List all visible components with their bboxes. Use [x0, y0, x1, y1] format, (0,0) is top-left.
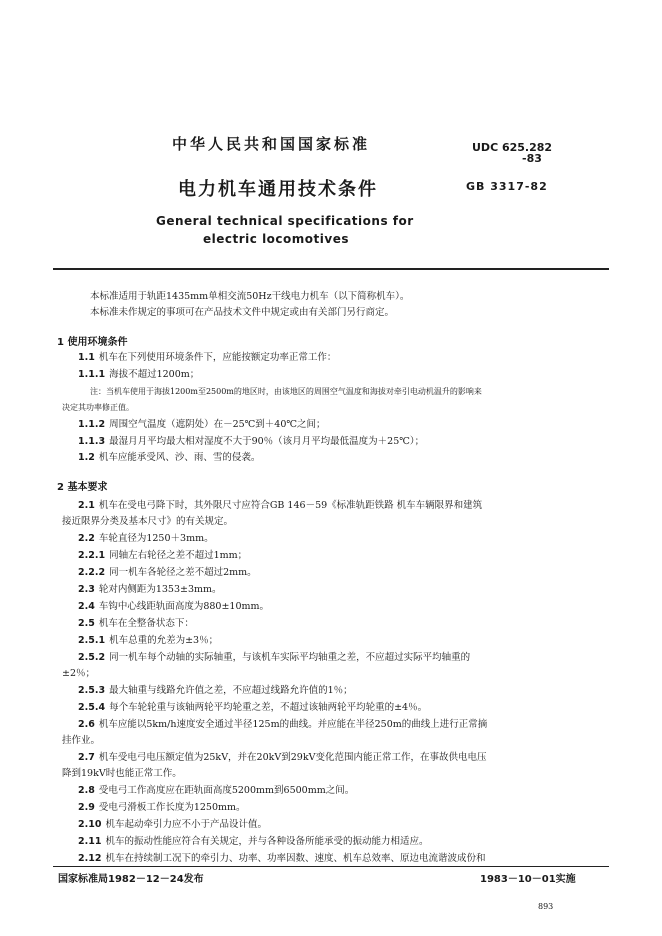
clause-2-3: 2.3 轮对内侧距为1353±3mm。	[78, 584, 222, 595]
clause-1-2: 1.2 机车应能承受风、沙、雨、雪的侵袭。	[78, 452, 261, 463]
page-number: 893	[538, 902, 554, 911]
clause-2-11: 2.11 机车的振动性能应符合有关规定，并与各种设备所能承受的振动能力相适应。	[78, 836, 429, 847]
udc-main: UDC 625.282	[472, 141, 553, 154]
clause-2-5: 2.5 机车在全整备状态下：	[78, 618, 194, 629]
clause-2-5-4: 2.5.4 每个车轮轮重与该轴两轮平均轮重之差，不超过该轴两轮平均轮重的±4％。	[78, 702, 428, 713]
effective-date: 1983－10－01实施	[480, 874, 576, 885]
clause-1-1: 1.1 机车在下列使用环境条件下，应能按额定功率正常工作：	[78, 352, 337, 363]
clause-2-4: 2.4 车钩中心线距轨面高度为880±10mm。	[78, 601, 270, 612]
clause-2-2-2: 2.2.2 同一机车各轮径之差不超过2mm。	[78, 567, 257, 578]
section2-heading: 2 基本要求	[57, 482, 108, 493]
note-line-2: 决定其功率修正值。	[62, 403, 134, 412]
clause-2-7: 2.7 机车受电弓电压额定值为25kV，并在20kV到29kV变化范围内能正常工作，在事故供电电压	[78, 752, 487, 763]
clause-2-1-cont: 接近限界分类及基本尺寸》的有关规定。	[62, 516, 234, 527]
section1-heading: 1 使用环境条件	[57, 337, 128, 348]
issued-date: 国家标准局1982－12－24发布	[58, 874, 204, 885]
standard-name: 中华人民共和国国家标准	[172, 135, 371, 153]
clause-2-5-2-cont: ±2％；	[62, 668, 96, 679]
udc-code	[472, 142, 552, 164]
header-divider	[53, 268, 609, 270]
clause-2-9: 2.9 受电弓滑板工作长度为1250mm。	[78, 802, 246, 813]
clause-2-2-1: 2.2.1 同轴左右轮径之差不超过1mm；	[78, 550, 248, 561]
clause-2-10: 2.10 机车起动牵引力应不小于产品设计值。	[78, 819, 267, 830]
clause-2-7-cont: 降到19kV时也能正常工作。	[62, 768, 182, 779]
clause-2-5-3: 2.5.3 最大轴重与线路允许值之差，不应超过线路允许值的1％；	[78, 685, 353, 696]
intro-line-2: 本标准未作规定的事项可在产品技术文件中规定或由有关部门另行商定。	[90, 307, 395, 318]
clause-1-1-3: 1.1.3 最湿月月平均最大相对湿度不大于90％（该月月平均最低温度为＋25℃）；	[78, 436, 425, 447]
english-title-line1: General technical specifications for	[156, 214, 414, 228]
clause-2-2: 2.2 车轮直径为1250＋3mm。	[78, 533, 214, 544]
gb-code: GB 3317-82	[466, 180, 548, 193]
clause-2-5-1: 2.5.1 机车总重的允差为±3％；	[78, 635, 219, 646]
clause-2-8: 2.8 受电弓工作高度应在距轨面高度5200mm到6500mm之间。	[78, 785, 355, 796]
clause-2-6-cont: 挂作业。	[62, 735, 101, 746]
clause-1-1-2: 1.1.2 周围空气温度（遮阴处）在－25℃到＋40℃之间；	[78, 419, 326, 430]
clause-1-1-1: 1.1.1 海拔不超过1200m；	[78, 369, 200, 380]
clause-2-6: 2.6 机车应能以5km/h速度安全通过半径125m的曲线。并应能在半径250m的曲线上进行正常摘	[78, 719, 488, 730]
document-title: 电力机车通用技术条件	[178, 179, 378, 200]
clause-2-5-2: 2.5.2 同一机车每个动轴的实际轴重，与该机车实际平均轴重之差，不应超过实际平均轴重的	[78, 652, 471, 663]
clause-2-12: 2.12 机车在持续制工况下的牵引力、功率、功率因数、速度、机车总效率、原边电流谐波成份和	[78, 853, 486, 864]
clause-2-1: 2.1 机车在受电弓降下时，其外限尺寸应符合GB 146－59《标准轨距铁路 机车车辆限界和建筑	[78, 500, 483, 511]
note-line-1: 注：当机车使用于海拔1200m至2500m的地区时，由该地区的周围空气温度和海拔对牵引电动机温升的影响来	[90, 387, 482, 396]
english-title-line2: electric locomotives	[203, 232, 349, 246]
footer-divider	[53, 866, 609, 867]
intro-line-1: 本标准适用于轨距1435mm单相交流50Hz干线电力机车（以下简称机车）。	[90, 291, 410, 302]
udc-sub: -83	[522, 152, 542, 165]
